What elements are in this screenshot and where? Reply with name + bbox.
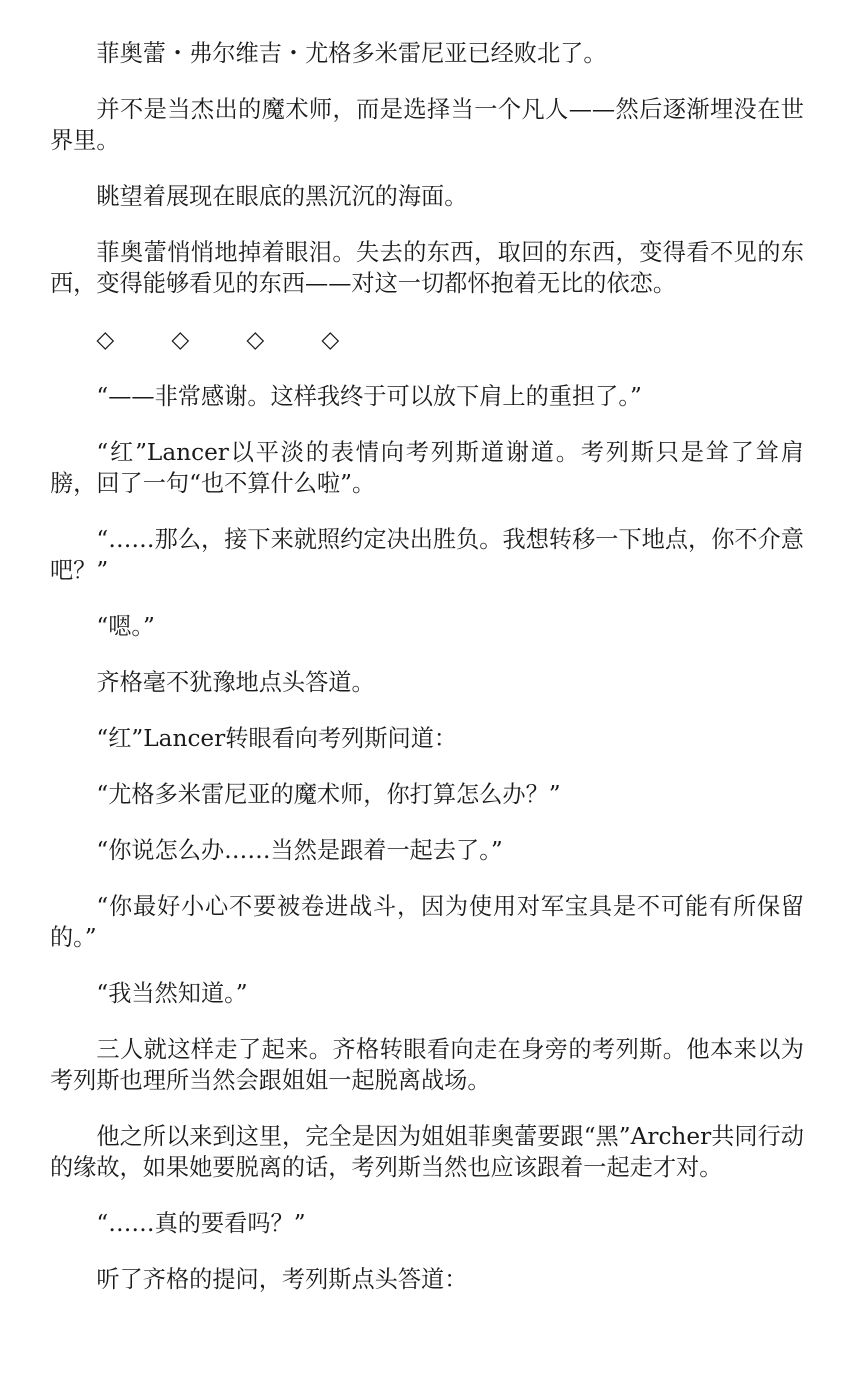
paragraph-18: “……真的要看吗？” [96,1210,306,1237]
paragraph-6: “——非常感谢。这样我终于可以放下肩上的重担了。” [96,383,642,410]
paragraph-13: “你说怎么办……当然是跟着一起去了。” [96,837,503,864]
paragraph-2: 并不是当杰出的魔术师，而是选择当一个凡人——然后逐渐埋没在世界里。 [50,96,804,154]
separator-diamond-icon: ◇ [96,326,115,353]
paragraph-8: “……那么，接下来就照约定决出胜负。我想转移一下地点，你不介意吧？” [50,526,804,584]
document-page [50,38,804,1320]
paragraph-10: 齐格毫不犹豫地点头答道。 [96,669,375,696]
paragraph-4: 菲奥蕾悄悄地掉着眼泪。失去的东西，取回的东西，变得看不见的东西，变得能够看见的东西——对这一切都怀抱着无比的依恋。 [50,239,804,297]
paragraph-19: 听了齐格的提问，考列斯点头答道： [96,1266,468,1293]
paragraph-14: “你最好小心不要被卷进战斗，因为使用对军宝具是不可能有所保留的。” [50,893,804,951]
paragraph-7: “红”Lancer以平淡的表情向考列斯道谢道。考列斯只是耸了耸肩膀，回了一句“也不算什么啦”。 [50,439,804,497]
separator-diamond-icon: ◇ [246,326,265,353]
paragraph-9: “嗯。” [96,613,155,640]
paragraph-15: “我当然知道。” [96,980,248,1007]
paragraph-11: “红”Lancer转眼看向考列斯问道： [96,725,458,752]
separator-diamond-icon: ◇ [171,326,190,353]
separator-diamond-icon: ◇ [321,326,340,353]
paragraph-3: 眺望着展现在眼底的黑沉沉的海面。 [96,183,468,210]
paragraph-1: 菲奥蕾・弗尔维吉・尤格多米雷尼亚已经败北了。 [96,40,607,67]
paragraph-16: 三人就这样走了起来。齐格转眼看向走在身旁的考列斯。他本来以为考列斯也理所当然会跟姐姐一起脱离战场。 [50,1036,804,1094]
section-separator [50,324,804,355]
paragraph-12: “尤格多米雷尼亚的魔术师，你打算怎么办？” [96,781,561,808]
paragraph-17: 他之所以来到这里，完全是因为姐姐菲奥蕾要跟“黑”Archer共同行动的缘故，如果她要脱离的话，考列斯当然也应该跟着一起走才对。 [50,1123,804,1181]
